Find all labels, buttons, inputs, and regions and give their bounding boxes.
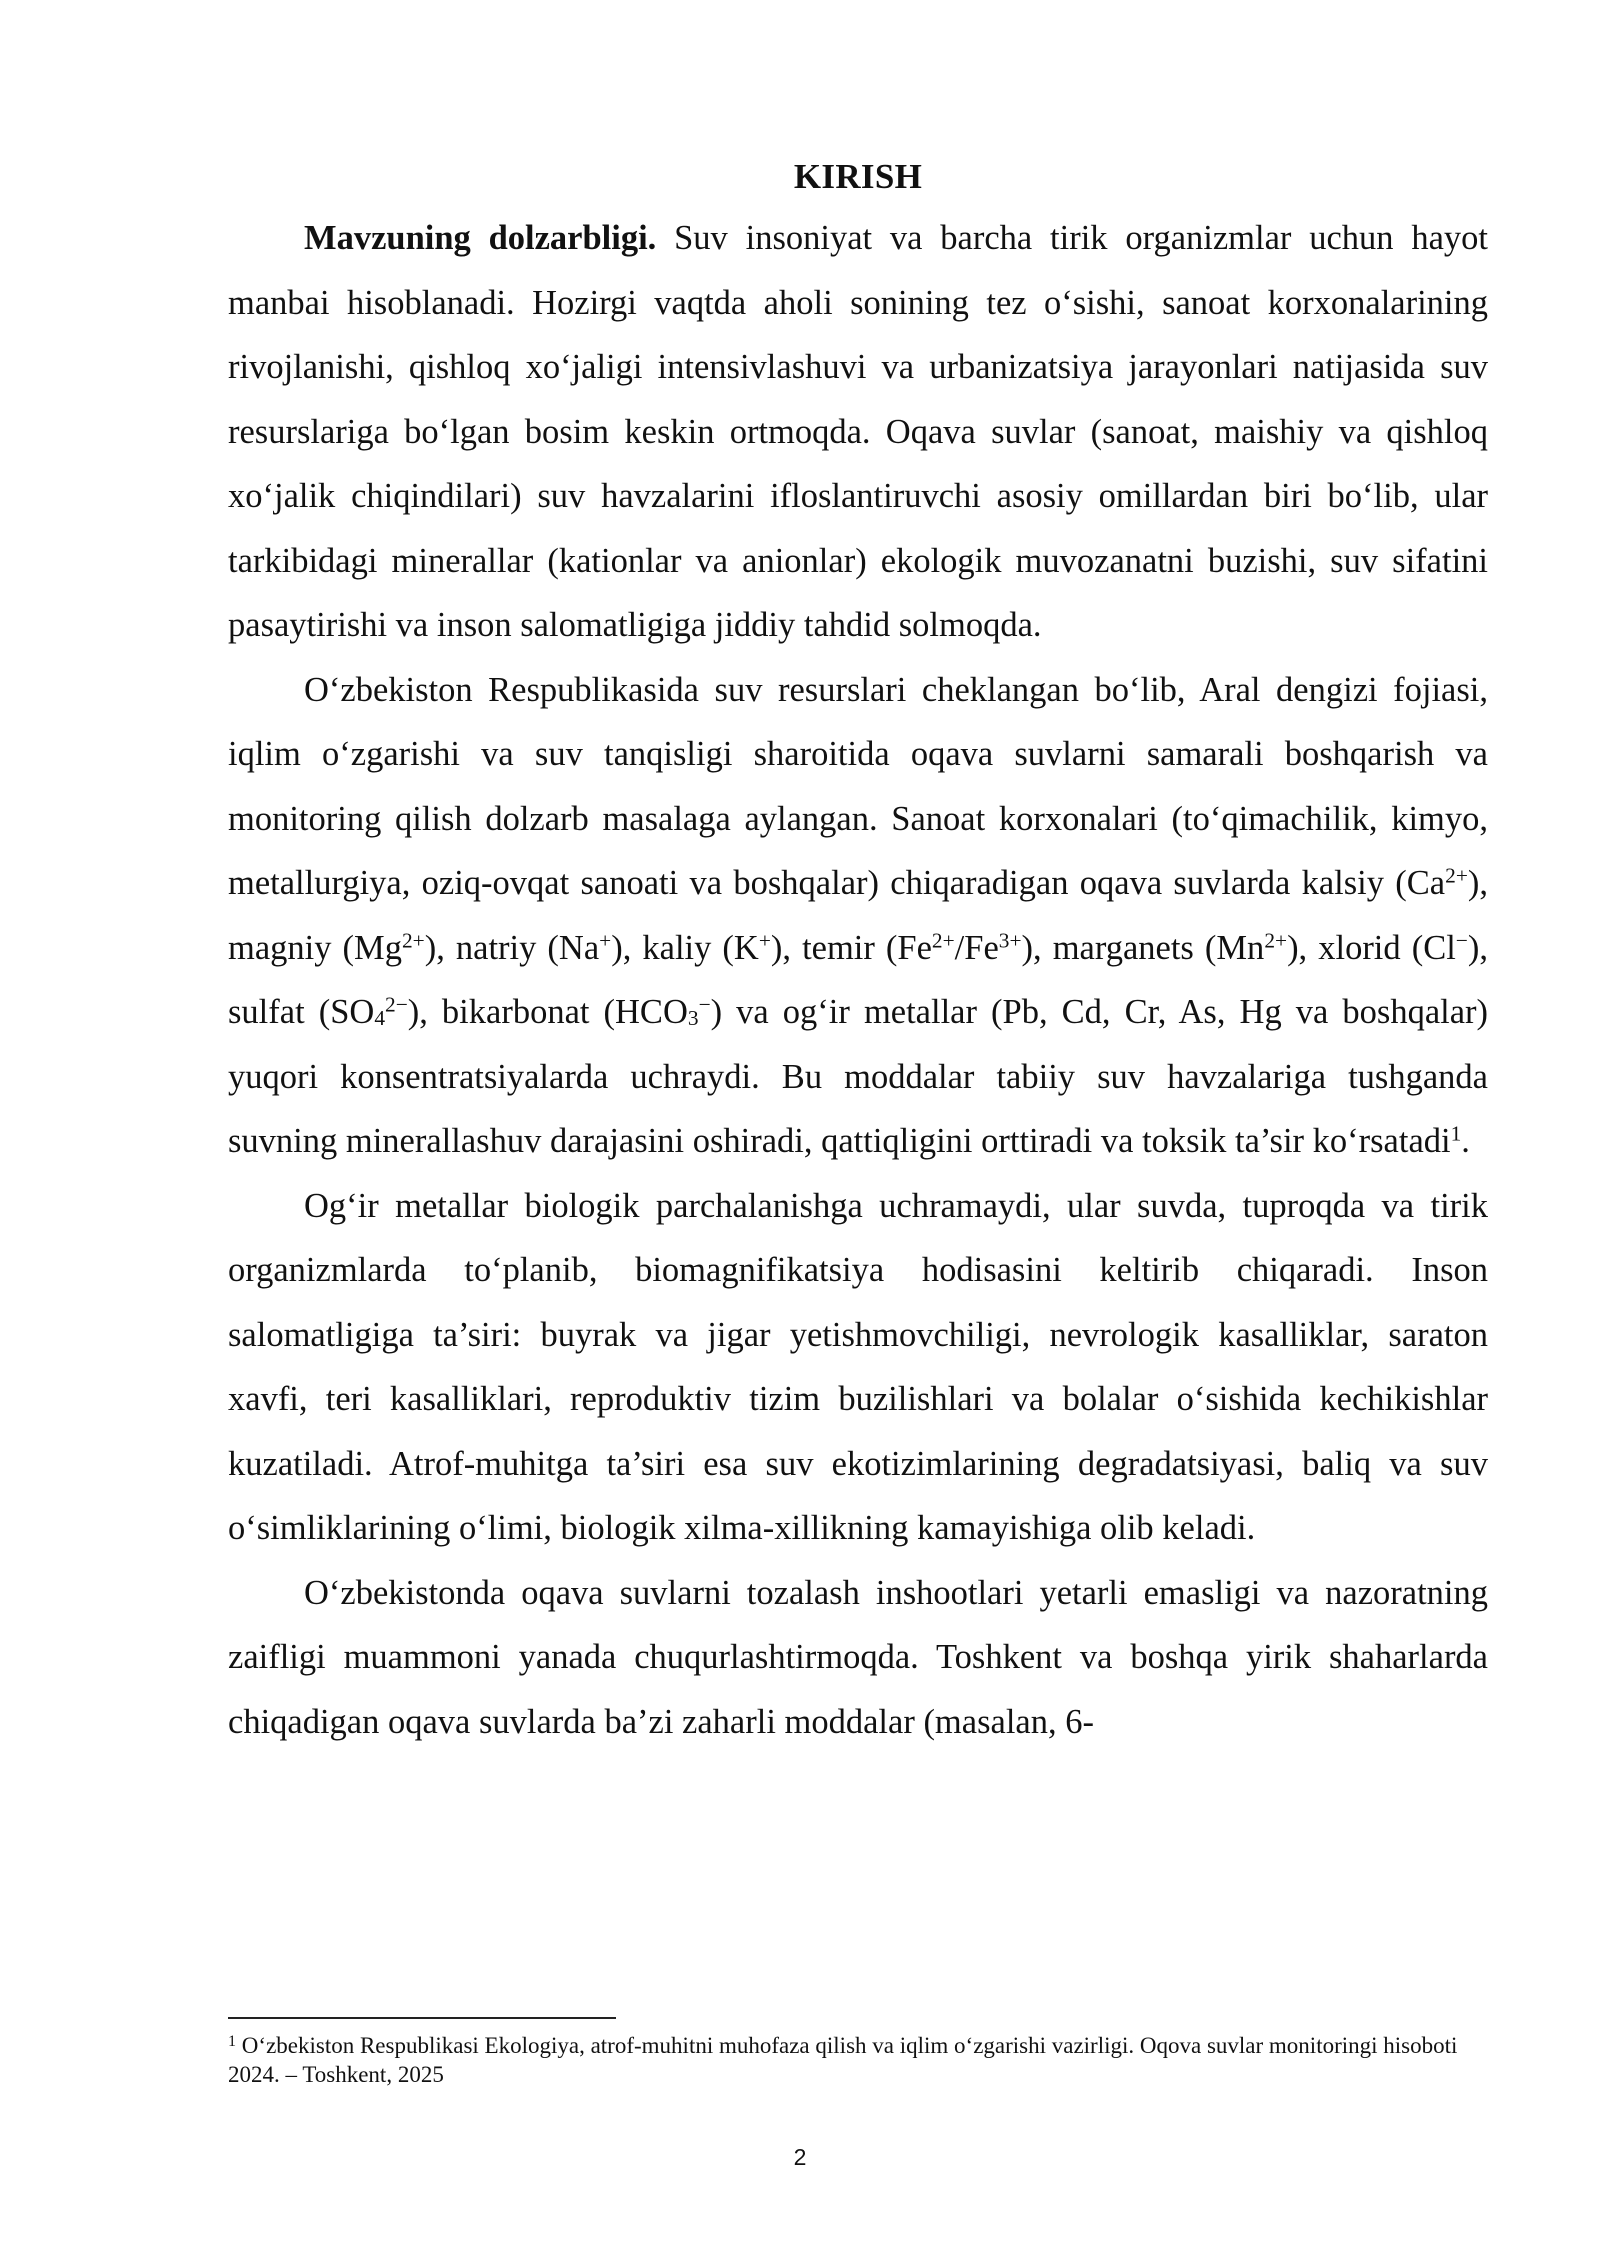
subscript: 4	[374, 1006, 385, 1031]
paragraph-2	[228, 658, 1488, 1174]
text-run: ), temir (Fe	[770, 928, 932, 967]
footnote-separator	[228, 2017, 616, 2019]
text-run: ), natriy (Na	[424, 928, 600, 967]
footnote-reference[interactable]: 1	[1450, 1121, 1462, 1146]
text-run: ), xlorid (Cl	[1287, 928, 1456, 967]
superscript: 2+	[1264, 927, 1288, 952]
text-run: ), kaliy (K	[611, 928, 759, 967]
footnote-marker: 1	[228, 2032, 237, 2050]
paragraph-4: O‘zbekistonda oqava suvlarni tozalash inshootlari yetarli emasligi va nazoratning zaifligi muammoni yanada chuqurlashtirmoqda. Toshkent va boshqa yirik shaharlarda chiqadigan oqava suvlarda ba’zi zaharli moddalar (masalan, 6-	[228, 1573, 1488, 1741]
paragraph-lead: Mavzuning dolzarbligi.	[304, 219, 657, 257]
section-heading: KIRISH	[793, 157, 923, 196]
superscript: 2+	[931, 927, 955, 952]
footnote-text: O‘zbekiston Respublikasi Ekologiya, atrof-muhitni muhofaza qilish va iqlim o‘zgarishi vazirligi. Oqova suvlar monitoringi hisoboti 2024. – Toshkent, 2025	[228, 2033, 1458, 2087]
text-run: O‘zbekiston Respublikasida suv resurslari cheklangan bo‘lib, Aral dengizi fojiasi, iqlim o‘zgarishi va suv tanqisligi sharoitida oqava suvlarni samarali boshqarish va monitoring qilish dolzarb masalaga aylangan. Sanoat korxonalari (to‘qimachilik, kimyo, metallurgiya, oziq-ovqat sanoati va boshqalar) chiqaradigan oqava suvlarda kalsiy (Ca	[228, 670, 1488, 902]
subscript: 3	[687, 1006, 699, 1031]
text-run: ), magniy (Mg	[228, 864, 1488, 967]
page-body	[228, 148, 1488, 1754]
footnote	[228, 2031, 1478, 2089]
superscript: 3+	[998, 927, 1022, 952]
text-run: ), bikarbonat (HCO	[407, 993, 688, 1031]
paragraph-3: Og‘ir metallar biologik parchalanishga uchramaydi, ular suvda, tuproqda va tirik organizmlarda to‘planib, biomagnifikatsiya hodisasini keltirib chiqaradi. Inson salomatligiga ta’siri: buyrak va jigar yetishmovchiligi, nevrologik kasalliklar, saraton xavfi, teri kasalliklari, reproduktiv tizim buzilishlari va bolalar o‘sishida kechikishlar kuzatiladi. Atrof-muhitga ta’siri esa suv ekotizimlarining degradatsiyasi, baliq va suv o‘simliklarining o‘limi, biologik xilma-xillikning kamayishiga olib keladi.	[228, 1186, 1488, 1547]
paragraph-1-text: Suv insoniyat va barcha tirik organizmlar uchun hayot manbai hisoblanadi. Hozirgi vaqtda aholi sonining tez o‘sishi, sanoat korxonalarining rivojlanishi, qishloq xo‘jaligi intensivlashuvi va urbanizatsiya jarayonlari natijasida suv resurslariga bo‘lgan bosim keskin ortmoqda. Oqava suvlar (sanoat, maishiy va qishloq xo‘jalik chiqindilari) suv havzalarini ifloslantiruvchi asosiy omillardan biri bo‘lib, ular tarkibidagi minerallar (kationlar va anionlar) ekologik muvozanatni buzishi, suv sifatini pasaytirishi va inson salomatligiga jiddiy tahdid solmoqda.	[228, 219, 1488, 644]
page-number: 2	[793, 2144, 807, 2170]
superscript: 2+	[1445, 863, 1468, 888]
superscript: −	[698, 992, 711, 1017]
text-run: /Fe	[954, 928, 999, 967]
text-run: .	[1461, 1122, 1470, 1160]
superscript: 2−	[385, 992, 408, 1017]
superscript: +	[758, 927, 771, 952]
paragraph-1	[228, 206, 1488, 658]
text-run: ), marganets (Mn	[1021, 928, 1265, 967]
text-run: ) va og‘ir metallar (Pb, Cd, Cr, As, Hg va boshqalar) yuqori konsentratsiyalarda uchraydi. Bu moddalar tabiiy suv havzalariga tushganda suvning minerallashuv darajasini oshiradi, qattiqligini orttiradi va toksik ta’sir ko‘rsatadi	[228, 993, 1489, 1160]
superscript: 2+	[401, 927, 425, 952]
superscript: +	[599, 927, 612, 952]
superscript: −	[1455, 927, 1468, 952]
text-run: ), sulfat (SO	[228, 928, 1488, 1031]
